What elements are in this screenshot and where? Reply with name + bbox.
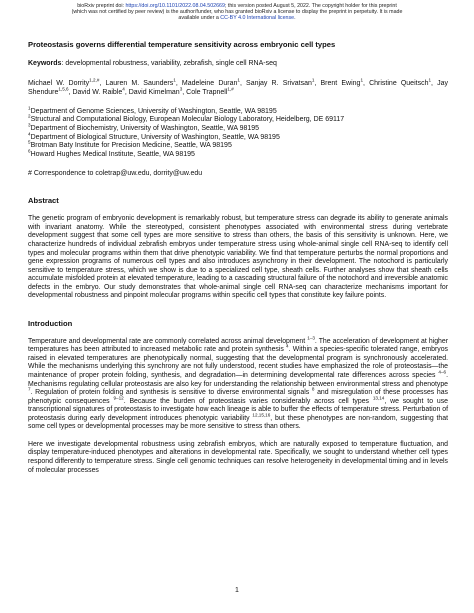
affiliation-number: 2 xyxy=(28,114,31,120)
affiliation-text: Structural and Computational Biology, European Molecular Biology Laboratory, Heidelberg, DE 69117 xyxy=(30,116,345,124)
author-separator: , xyxy=(239,80,247,87)
license-link[interactable]: CC-BY 4.0 International license xyxy=(220,15,295,22)
author-separator: , xyxy=(182,89,187,97)
author-affiliation-marker: 1,5,6 xyxy=(58,87,69,93)
paper-content xyxy=(28,40,448,475)
introduction-heading: Introduction xyxy=(28,318,73,328)
page-number: 1 xyxy=(235,587,239,594)
affiliation-text: Department of Biological Structure, University of Washington, Seattle, WA 98195 xyxy=(30,133,280,141)
text-segment: . Because the burden of proteostasis varies considerably across cell types xyxy=(123,397,373,405)
author-separator: , xyxy=(99,80,106,87)
author-list xyxy=(28,79,448,98)
header-line-2: (which was not certified by peer review) is the author/funder, who has granted bioRxiv a license to display the preprint in perpetuity. It is made xyxy=(71,9,403,16)
affiliation-number: 1 xyxy=(28,105,31,111)
citation-marker: 4 xyxy=(286,344,289,350)
affiliation-text: Howard Hughes Medical Institute, Seattle, WA 98195 xyxy=(30,150,195,158)
citation-marker: 1–3 xyxy=(307,335,315,341)
preprint-header xyxy=(0,3,474,22)
citation-marker: 7 xyxy=(28,386,31,392)
correspondence: # Correspondence to coletrap@uw.edu, dorrity@uw.edu xyxy=(28,170,203,178)
text-segment: , we sought to use transcriptional signatures of proteostasis to investigate how each lineage is able to buffer the effects of temperature stress. Perturbation of proteostasis during early development introduces phenotypic variability xyxy=(28,397,448,422)
author-separator: , xyxy=(175,80,182,87)
author-affiliation-marker: 3 xyxy=(179,87,183,93)
citation-marker: 8 xyxy=(311,386,315,392)
citation-marker: 13,14 xyxy=(372,395,385,401)
author-name: Madeleine Duran xyxy=(181,80,238,87)
author-affiliation-marker: 1,2,# xyxy=(89,77,100,83)
author-affiliation-marker: 1 xyxy=(237,77,240,83)
paper-title: Proteostasis governs differential temperature sensitivity across embryonic cell types xyxy=(28,40,336,49)
text-segment: , but these phenotypes are non-random, suggesting that some cell types or developmental processes may be more sensitive to stress than others. xyxy=(28,414,448,431)
author-separator: , xyxy=(314,80,321,87)
author-affiliation-marker: 1,# xyxy=(227,87,234,93)
keywords xyxy=(28,59,448,68)
abstract-heading: Abstract xyxy=(28,196,59,206)
citation-marker: 12,15,16 xyxy=(252,412,271,418)
text-segment: and misregulation of these processes has phenotypic consequences xyxy=(28,389,448,405)
author-name: Cole Trapnell xyxy=(186,89,228,97)
affiliation-text: Department of Biochemistry, University of Washington, Seattle, WA 98195 xyxy=(30,125,260,132)
author-separator: , xyxy=(124,89,129,97)
author-name: Sanjay R. Srivatsan xyxy=(246,80,312,87)
author-affiliation-marker: 1 xyxy=(428,77,432,83)
citation-marker: 4–6 xyxy=(438,369,447,375)
doi-link[interactable]: https://doi.org/10.1101/2022.08.04.502669 xyxy=(125,3,225,9)
author-separator: , xyxy=(363,80,370,87)
affiliation-text: Department of Genome Sciences, University of Washington, Seattle, WA 98195 xyxy=(30,107,277,115)
author-affiliation-marker: 4 xyxy=(122,87,125,93)
text-segment: . Within a species-specific tolerated range, embryos raised in elevated temperatures are phenotypically normal, suggesting that the developmental program is synchronously accelerated. While the mechanisms underlying this synchrony are not fully understood, recent studies have emphasized the role of proteostasis—the maintenance of proper protein folding, synthesis, and degradation—in determining developmental rate differences across species xyxy=(28,346,448,380)
header-line-1: bioRxiv preprint doi: https://doi.org/10.1101/2022.08.04.502669; this version posted August 5, 2022. The copyright holder for this preprint xyxy=(77,3,397,9)
affiliation-number: 4 xyxy=(28,131,31,137)
author-affiliation-marker: 1 xyxy=(173,77,176,83)
affiliation-text: Brotman Baty Institute for Precision Medicine, Seattle, WA 98195 xyxy=(30,142,232,150)
author-name: David W. Raible xyxy=(72,89,123,97)
affiliation-item xyxy=(28,131,448,143)
citation-marker: 9–12 xyxy=(113,395,124,401)
affiliation-item xyxy=(28,116,448,125)
affiliation-number: 6 xyxy=(28,148,31,154)
author-name: Brent Ewing xyxy=(320,80,361,87)
affiliation-number: 3 xyxy=(28,122,31,128)
author-affiliation-marker: 1 xyxy=(311,77,315,83)
text-segment: . Mechanisms regulating cellular proteostasis are also key for understanding the relationship between environmental stress and phenotype xyxy=(28,372,448,388)
author-name: Christine Queitsch xyxy=(369,80,429,87)
affiliation-item xyxy=(28,148,448,160)
author-affiliation-marker: 1 xyxy=(360,77,364,83)
text-segment: . The acceleration of development at higher temperatures has been attributed to increased metabolic rate and protein synthesis xyxy=(28,337,448,354)
header-line-3: available under a CC-BY 4.0 International license. xyxy=(178,15,296,22)
author-name: David Kimelman xyxy=(128,89,180,97)
author-name: Lauren M. Saunders xyxy=(105,80,174,87)
author-name: Michael W. Dorrity xyxy=(28,80,90,87)
affiliation-list xyxy=(28,105,448,160)
author-separator: , xyxy=(68,89,73,97)
keywords-text: : developmental robustness, variability, zebrafish, single cell RNA-seq xyxy=(61,60,277,67)
author-name: Jay Shendure xyxy=(28,80,449,97)
text-segment: . Regulation of protein folding and synthesis is sensitive to diverse environmental signals xyxy=(30,389,312,397)
keywords-label: Keywords xyxy=(28,60,62,67)
introduction-paragraph-2: Here we investigate developmental robustness using zebrafish embryos, which are naturally exposed to temperature fluctuation, and display temperature-induced phenotypes and alterations in developmental rate. Specifically, we sought to understand whether cell types respond differently to temperature stress. Single cell genomic techniques can resolve heterogeneity in developmental timing and in levels of molecular processes xyxy=(28,440,448,474)
introduction-paragraph-1 xyxy=(28,335,448,432)
text-segment: Temperature and developmental rate are commonly correlated across animal development xyxy=(28,337,308,345)
affiliation-number: 5 xyxy=(28,139,31,145)
author-separator: , xyxy=(431,80,438,87)
abstract-text: The genetic program of embryonic development is remarkably robust, but temperature stress can degrade its ability to generate animals with invariant anatomy. While the stereotyped, consistent phenotypes associated with environmental stress during vertebrate development suggest that some cell types are more sensitive to stress than others, the basis of this sensitivity is unknown. Here, we characterize hundreds of individual zebrafish embryos under temperature stress using whole-animal single cell RNA-seq to identify cell types and molecular programs within them that drive phenotypic variability. We find that temperature perturbs the normal proportions and gene expression programs of numerous cell types and also introduces asynchrony in their development. The notochord is particularly sensitive to temperature stress, which we show is due to a specialized cell type, sheath cells. Further analyses show that sheath cells accumulate misfolded protein at elevated temperature, leading to a cascading structural failure of the notochord and irreversible anatomic defects in the embryo. Our study demonstrates that whole-animal single cell RNA-seq can characterize mechanisms important for developmental robustness and pinpoint molecular programs within specific cell types that constitute key failure points. xyxy=(28,215,448,300)
